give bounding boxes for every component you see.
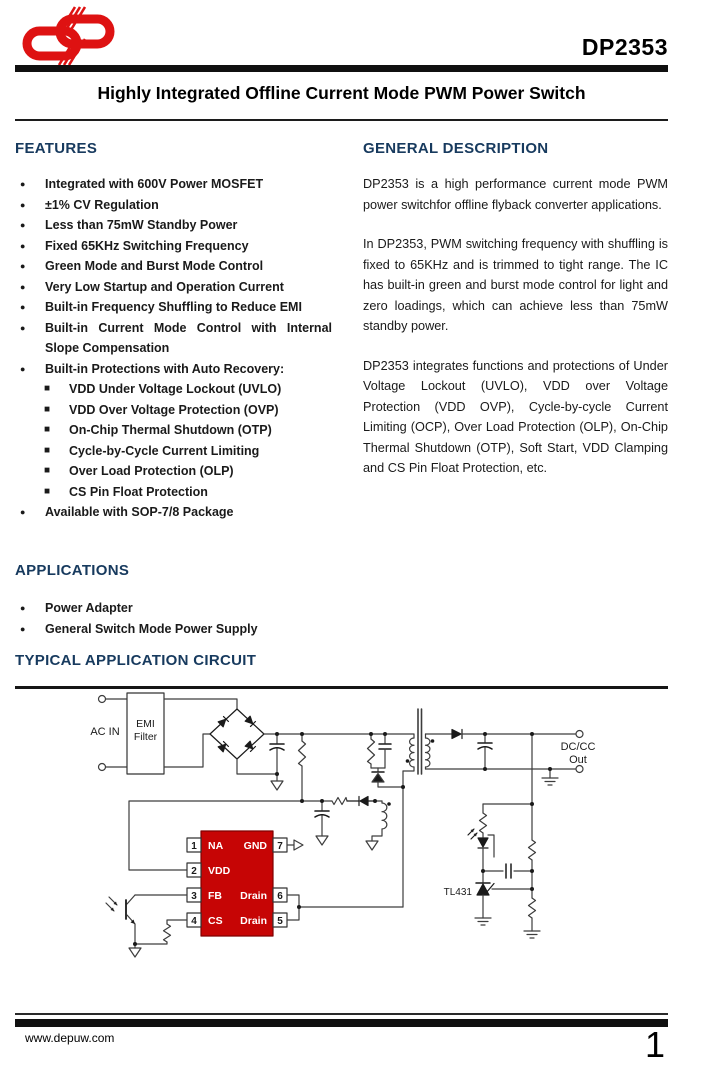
footer-rule <box>15 1019 668 1027</box>
pin-number: 3 <box>191 891 197 902</box>
feature-sub-item: ■ CS Pin Float Protection <box>15 482 332 503</box>
aux-winding-icon <box>372 801 391 841</box>
output-diode-icon <box>452 730 462 739</box>
description-paragraph: DP2353 is a high performance current mode PWM power switchfor offline flyback converter applications. <box>363 177 668 212</box>
square-bullet-icon: ■ <box>44 444 51 456</box>
output-terminal <box>576 766 583 773</box>
ground-icon <box>366 841 378 850</box>
pin-number: 6 <box>277 891 283 902</box>
square-bullet-icon: ■ <box>44 465 51 476</box>
ground-icon <box>271 774 283 790</box>
tl431-icon <box>476 871 494 918</box>
output-label: DC/CC <box>560 741 596 753</box>
earth-ground-icon <box>475 918 491 925</box>
square-bullet-icon: ■ <box>44 383 51 394</box>
output-label: Out <box>569 754 587 766</box>
feature-item: ● Integrated with 600V Power MOSFET <box>15 174 332 195</box>
tl431-label: TL431 <box>443 887 472 898</box>
application-item: ● General Switch Mode Power Supply <box>15 619 332 640</box>
general-description-heading: GENERAL DESCRIPTION <box>363 140 549 157</box>
square-bullet-icon: ■ <box>44 424 51 435</box>
feature-item: ● Built-in Protections with Auto Recovery: <box>15 359 332 380</box>
feature-item: ● Green Mode and Burst Mode Control <box>15 256 332 277</box>
output-capacitor-icon <box>478 734 492 769</box>
feature-item: ● Very Low Startup and Operation Current <box>15 277 332 298</box>
transformer-icon <box>403 709 434 774</box>
vdd-capacitor-icon <box>315 801 329 836</box>
feature-item: ● ±1% CV Regulation <box>15 195 332 216</box>
pin-name: FB <box>208 890 222 902</box>
pin-name: Drain <box>240 915 267 927</box>
bullet-icon: ● <box>20 363 26 374</box>
ac-in-label: AC IN <box>90 726 120 738</box>
bullet-icon: ● <box>20 179 26 189</box>
snubber-icon <box>368 734 404 787</box>
feature-sub-item: ■ VDD Under Voltage Lockout (UVLO) <box>15 379 332 400</box>
aux-resistor-icon <box>332 798 347 805</box>
bullet-icon: ● <box>20 199 26 210</box>
bullet-icon: ● <box>20 220 26 230</box>
page-number: 1 <box>644 1024 665 1065</box>
feature-item: ● Available with SOP-7/8 Package <box>15 502 332 523</box>
typical-application-heading: TYPICAL APPLICATION CIRCUIT <box>15 652 257 669</box>
pin-number: 4 <box>191 916 197 927</box>
gnd-net-arrow-icon <box>294 840 303 850</box>
title-underline <box>15 119 668 121</box>
feature-sub-item: ■ On-Chip Thermal Shutdown (OTP) <box>15 420 332 441</box>
emi-filter-label: Filter <box>133 731 158 743</box>
feature-sub-item: ■ Over Load Protection (OLP) <box>15 461 332 482</box>
application-circuit-svg <box>15 686 668 1010</box>
opto-led-icon <box>468 829 494 857</box>
startup-resistor-icon <box>299 734 306 801</box>
bullet-icon: ● <box>20 603 26 613</box>
applications-list <box>15 598 332 639</box>
comp-capacitor-icon <box>483 864 532 878</box>
ac-terminal <box>99 764 106 771</box>
general-description-body <box>363 174 668 498</box>
square-bullet-icon: ■ <box>44 403 51 415</box>
cs-resistor-icon <box>135 920 187 944</box>
bullet-icon: ● <box>20 261 26 271</box>
feature-item: ● Built-in Current Mode Control with Internal Slope Compensation <box>15 318 332 359</box>
divider-upper-resistor-icon <box>529 804 536 871</box>
bulk-capacitor-icon <box>270 734 284 774</box>
description-paragraph: In DP2353, PWM switching frequency with shuffling is fixed to 65KHz and is trimmed to tight range. The IC has built-in green and burst mode control for light and zero loadings, which can achieve less than 75mW standby power. <box>363 237 668 333</box>
feature-item: ● Fixed 65KHz Switching Frequency <box>15 236 332 257</box>
part-number: DP2353 <box>581 34 668 60</box>
feature-item: ● Built-in Frequency Shuffling to Reduce EMI <box>15 297 332 318</box>
description-paragraph: DP2353 integrates functions and protections of Under Voltage Lockout (UVLO), VDD over Voltage Protection (VDD OVP), Cycle-by-cycle Current Limiting (OCP), Over Load Protection (OLP), On-Chip Thermal Shutdown (OTP), Soft Start, VDD Clamping and CS Pin Float Protection, etc. <box>363 358 668 475</box>
bullet-icon: ● <box>20 240 26 251</box>
bullet-icon: ● <box>20 322 26 333</box>
features-list <box>15 174 332 523</box>
bridge-rectifier-icon <box>210 709 264 759</box>
company-logo-icon <box>20 6 116 66</box>
pin-name: CS <box>208 915 223 927</box>
output-terminal <box>576 731 583 738</box>
bullet-icon: ● <box>20 507 26 517</box>
bullet-icon: ● <box>20 623 26 634</box>
footer-thin-rule <box>15 1013 668 1015</box>
divider-lower-resistor-icon <box>529 871 536 931</box>
pin-name: GND <box>243 840 267 852</box>
application-item: ● Power Adapter <box>15 598 332 619</box>
aux-diode-icon <box>347 797 375 806</box>
pin-number: 5 <box>277 916 283 927</box>
applications-heading: APPLICATIONS <box>15 562 130 579</box>
emi-filter-label: EMI <box>136 718 155 730</box>
earth-ground-icon <box>524 931 540 938</box>
led-resistor-icon <box>480 804 487 837</box>
pin-number: 2 <box>191 866 197 877</box>
feature-item: ● Less than 75mW Standby Power <box>15 215 332 236</box>
pin-name: Drain <box>240 890 267 902</box>
pin-number: 7 <box>277 841 283 852</box>
square-bullet-icon: ■ <box>44 485 51 497</box>
pin-name: VDD <box>208 865 231 877</box>
ac-terminal <box>99 696 106 703</box>
features-heading: FEATURES <box>15 140 98 157</box>
bullet-icon: ● <box>20 302 26 312</box>
document-title: Highly Integrated Offline Current Mode PWM Power Switch <box>97 83 586 103</box>
pin-name: NA <box>208 840 224 852</box>
earth-ground-icon <box>542 769 558 785</box>
feature-sub-item: ■ Cycle-by-Cycle Current Limiting <box>15 441 332 462</box>
website-url: www.depuw.com <box>25 1031 115 1045</box>
bullet-icon: ● <box>20 281 26 292</box>
ground-icon <box>316 836 328 845</box>
pin-number: 1 <box>191 841 197 852</box>
header-rule <box>15 65 668 72</box>
feature-sub-item: ■ VDD Over Voltage Protection (OVP) <box>15 400 332 421</box>
